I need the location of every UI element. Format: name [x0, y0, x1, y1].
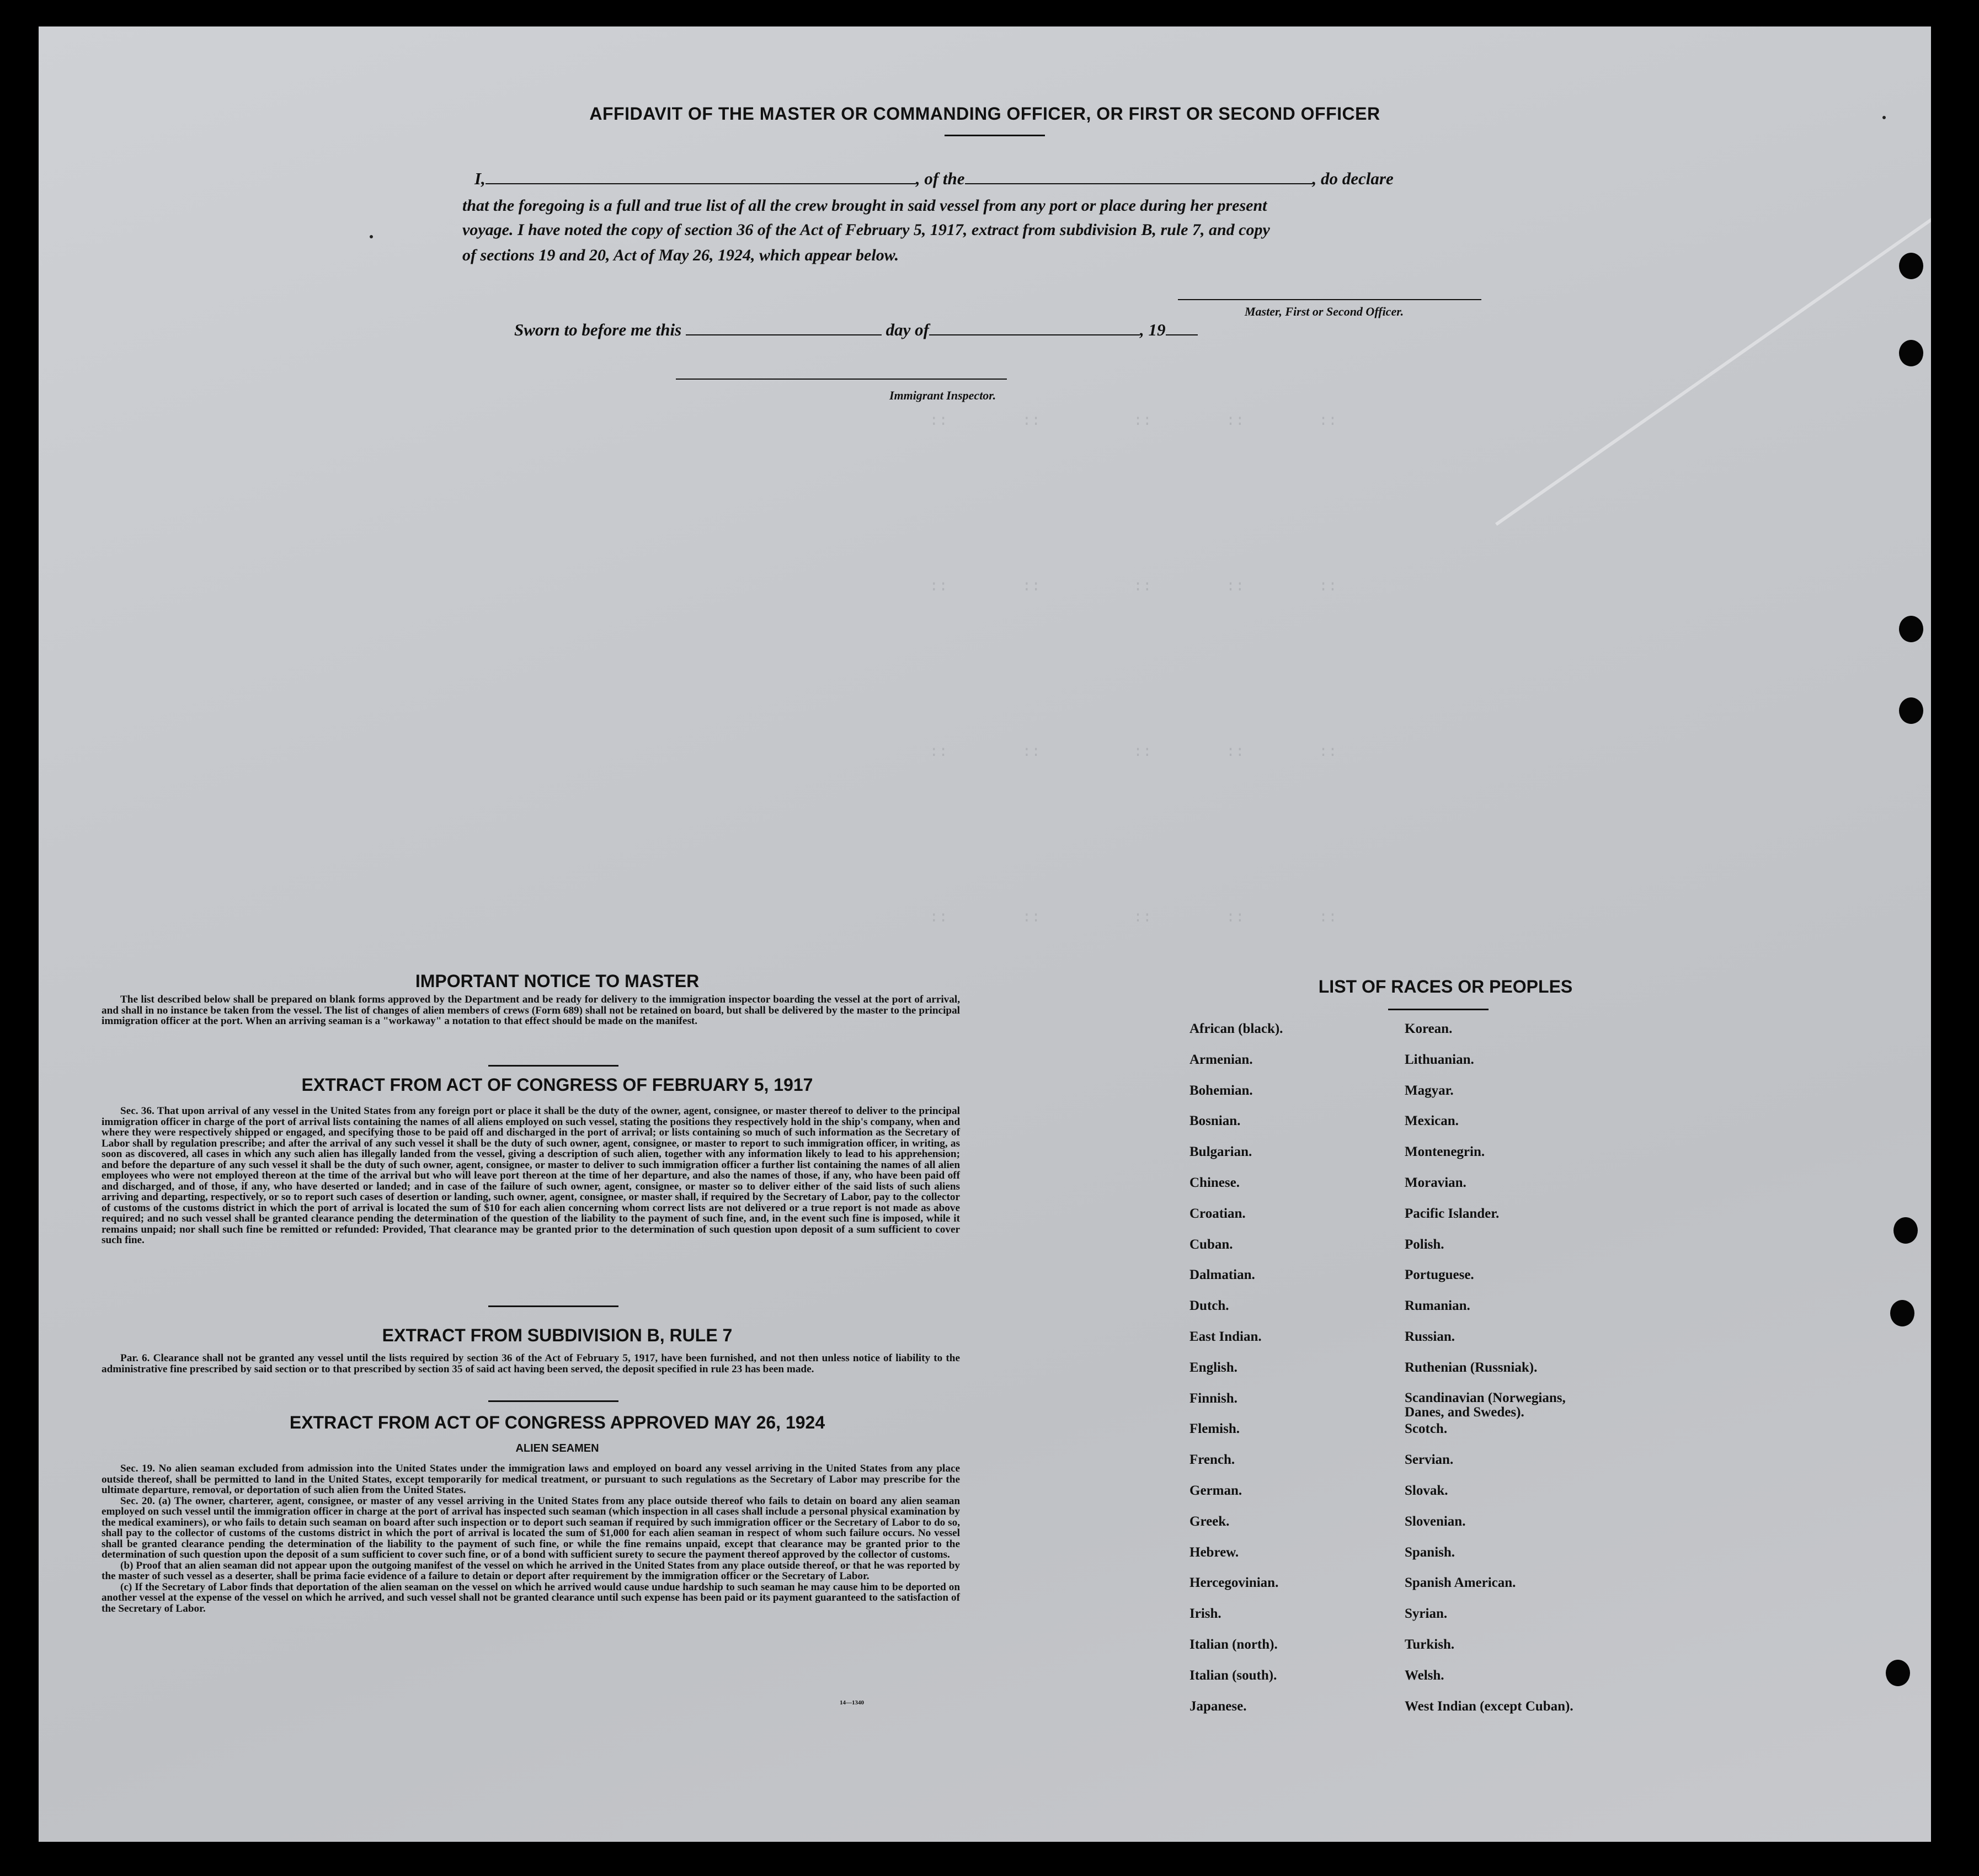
punch-hole [1899, 253, 1923, 279]
affidavit-title: AFFIDAVIT OF THE MASTER OR COMMANDING OFFICER, OR FIRST OR SECOND OFFICER [589, 104, 1380, 124]
rule-7-text [102, 1353, 960, 1374]
section-rule [488, 1400, 618, 1402]
day-of-label: day of [886, 320, 929, 339]
race-item: Korean. [1405, 1021, 1453, 1036]
race-item: Magyar. [1405, 1083, 1454, 1098]
race-item: Hebrew. [1189, 1544, 1239, 1560]
form-number: 14—1340 [840, 1699, 864, 1706]
section-rule [488, 1065, 618, 1067]
affidavit-line-1 [474, 169, 1394, 189]
race-item: Dutch. [1189, 1298, 1229, 1314]
bleed-through-texture: :: :: :: :: :: [855, 578, 1337, 595]
race-item: Servian. [1405, 1452, 1454, 1468]
race-item: Portuguese. [1405, 1267, 1474, 1283]
race-item: Bosnian. [1189, 1113, 1241, 1129]
race-item: Turkish. [1405, 1637, 1455, 1652]
bleed-through-texture: :: :: :: :: :: [855, 413, 1337, 430]
race-item: Polish. [1405, 1237, 1444, 1252]
race-item: African (black). [1189, 1021, 1283, 1036]
form-page [39, 26, 1931, 1842]
race-item: Bohemian. [1189, 1083, 1253, 1098]
punch-hole [1899, 697, 1923, 724]
inspector-caption: Immigrant Inspector. [889, 388, 996, 402]
sworn-label: Sworn to before me this [514, 320, 682, 339]
race-item: Armenian. [1189, 1052, 1253, 1067]
race-item: Cuban. [1189, 1237, 1233, 1252]
punch-hole [1899, 340, 1923, 366]
race-item: Greek. [1189, 1513, 1230, 1529]
year-prefix: , 19 [1140, 320, 1166, 339]
race-item: Irish. [1189, 1606, 1221, 1622]
races-rule [1388, 1009, 1489, 1010]
sworn-day-blank[interactable] [686, 334, 882, 335]
inspector-signature-line[interactable] [676, 379, 1007, 380]
sec-20c-paragraph: (c) If the Secretary of Labor finds that deportation of the alien seaman on the vessel on which he arrived would cause undue hardship to such seaman he may cause him to be deported on another vessel at the expense of the vessel on which he arrived, and such vessel shall not be granted clearance until such expense has been paid or its payment guaranteed to the satisfaction of the Secretary of Labor. [102, 1581, 960, 1614]
race-item: West Indian (except Cuban). [1405, 1698, 1573, 1714]
race-item: Slovenian. [1405, 1513, 1466, 1529]
speck [1882, 116, 1886, 119]
punch-hole [1899, 616, 1923, 642]
punch-hole [1890, 1300, 1914, 1326]
race-item: Japanese. [1189, 1698, 1247, 1714]
vessel-blank[interactable] [965, 183, 1313, 184]
race-item: Scotch. [1405, 1421, 1448, 1437]
race-item: German. [1189, 1483, 1242, 1498]
speck [370, 235, 373, 238]
fold-crease [1495, 80, 1931, 526]
race-item: Syrian. [1405, 1606, 1448, 1622]
affidavit-line-3: voyage. I have noted the copy of section 36 of the Act of February 5, 1917, extract from subdivision B, rule 7, and copy [462, 221, 1270, 239]
rule-7-title: EXTRACT FROM SUBDIVISION B, RULE 7 [382, 1325, 733, 1345]
notice-title: IMPORTANT NOTICE TO MASTER [415, 971, 700, 991]
sec-19-paragraph: Sec. 19. No alien seaman excluded from admission into the United States under the immigration laws and employed on board any vessel arriving in the United States from any place outside thereof, shall be permitted to land in the United States, except temporarily for medical treatment, or pursuant to such regulations as the Secretary of Labor may prescribe for the ultimate departure, removal, or deportation of such alien from the United States. [102, 1463, 960, 1496]
sworn-line [514, 320, 1198, 340]
notice-paragraph: The list described below shall be prepared on blank forms approved by the Department and be ready for delivery to the immigration inspector boarding the vessel at the port of arrival, and shall in no instance be taken from the vessel. The list of changes of alien members of crews (Form 689) shall not be retained on board, but shall be delivered by the master to the principal immigration officer at the port. When an arriving seaman is a "workaway" a notation to that effect should be made on the manifest. [102, 994, 960, 1027]
title-rule [945, 135, 1045, 136]
bleed-through-texture: :: :: :: :: :: [855, 744, 1337, 761]
punch-hole [1886, 1660, 1910, 1686]
do-declare-label: , do declare [1312, 169, 1394, 188]
i-label: I, [474, 169, 486, 188]
sec-20a-paragraph: Sec. 20. (a) The owner, charterer, agent, consignee, or master of any vessel arriving in the United States from any place outside thereof who fails to detain on board any alien seaman employed on such vessel until the immigration officer in charge at the port of arrival has inspected such seaman (which inspection in all cases shall include a personal physical examination by the medical examiners), or who fails to detain such seaman on board after such inspection or to deport such seaman if required by such immigration officer or the Secretary of Labor to do so, shall pay to the collector of customs of the customs district in which the port of arrival is located the sum of $1,000 for each alien seaman in respect of whom such failure occurs. No vessel shall be granted clearance pending the determination of the liability to the payment of such fine, or while the fine remains unpaid, except that clearance may be granted prior to the determination of such question upon the deposit of a sum sufficient to cover such fine, or of a bond with sufficient surety to secure the payment thereof approved by the collector of customs. [102, 1495, 960, 1560]
of-the-label: , of the [915, 169, 965, 188]
affidavit-line-4: of sections 19 and 20, Act of May 26, 1924, which appear below. [462, 246, 899, 264]
race-item: French. [1189, 1452, 1235, 1468]
race-item: Scandinavian (Norwegians, Danes, and Swedes). [1405, 1390, 1566, 1420]
master-signature-line[interactable] [1178, 299, 1481, 300]
races-right-column [1405, 1021, 1603, 1729]
race-item: Bulgarian. [1189, 1144, 1252, 1160]
race-item: Dalmatian. [1189, 1267, 1255, 1283]
race-item: Lithuanian. [1405, 1052, 1474, 1067]
race-item: Chinese. [1189, 1175, 1240, 1190]
alien-seamen-subtitle: ALIEN SEAMEN [515, 1442, 599, 1454]
extract-1917-title: EXTRACT FROM ACT OF CONGRESS OF FEBRUARY 5, 1917 [301, 1075, 813, 1095]
race-item: Russian. [1405, 1329, 1455, 1344]
race-item: Spanish American. [1405, 1575, 1516, 1591]
race-item: Montenegrin. [1405, 1144, 1485, 1160]
par-6-paragraph: Par. 6. Clearance shall not be granted any vessel until the lists required by section 36 of the Act of February 5, 1917, have been furnished, and not then unless notice of liability to the administrative fine prescribed by said section or to that prescribed by section 35 of said act having been served, the deposit specified in rule 23 has been made. [102, 1352, 960, 1375]
race-item: Welsh. [1405, 1667, 1444, 1683]
race-item: English. [1189, 1360, 1237, 1375]
master-caption: Master, First or Second Officer. [1245, 305, 1404, 318]
extract-1917-text [102, 1106, 960, 1246]
race-item: Pacific Islander. [1405, 1206, 1500, 1221]
race-item: East Indian. [1189, 1329, 1262, 1344]
race-item: Italian (south). [1189, 1667, 1277, 1683]
sworn-year-blank[interactable] [1166, 334, 1198, 335]
section-rule [488, 1305, 618, 1307]
sworn-month-blank[interactable] [929, 334, 1140, 335]
bleed-through-texture: :: :: :: :: :: [855, 909, 1337, 926]
extract-1924-text [102, 1463, 960, 1614]
race-item: Croatian. [1189, 1206, 1246, 1221]
race-item: Rumanian. [1405, 1298, 1470, 1314]
notice-text [102, 994, 960, 1027]
race-item: Finnish. [1189, 1390, 1237, 1406]
race-item: Moravian. [1405, 1175, 1466, 1190]
punch-hole [1893, 1217, 1918, 1244]
sec-36-paragraph: Sec. 36. That upon arrival of any vessel in the United States from any foreign port or place it shall be the duty of the owner, agent, consignee, or master thereof to deliver to the principal immigration officer in charge of the port of arrival lists containing the names of all aliens employed on such vessel, stating the positions they respectively hold in the ship's company, when and where they were respectively shipped or engaged, and specifying those to be paid off and discharged in the port of arrival; or lists containing so much of such information as the Secretary of Labor shall by regulation prescribe; and after the arrival of any such vessel it shall be the duty of such owner, agent, consignee, or master to report to such immigration officer, in writing, as soon as discovered, all cases in which any such alien has illegally landed from the vessel, giving a description of such alien, together with any information likely to lead to his apprehension; and before the departure of any such vessel it shall be the duty of such owner, agent, consignee, or master to deliver to such immigration officer a further list containing the names of all alien employees who were not employed thereon at the time of the arrival but who will leave port thereon at the time of her departure, and also the names of those, if any, who have been paid off and discharged, and of those, if any, who have deserted or landed; and in case of the failure of such owner, agent, consignee, or master so to deliver either of the said lists of such aliens arriving and departing, respectively, or so to report such cases of desertion or landing, such owner, agent, consignee, or master shall, if required by the Secretary of Labor, pay to the collector of customs of the customs district in which the port of arrival is located the sum of $10 for each alien concerning whom correct lists are not delivered or a true report is not made as above required; and no such vessel shall be granted clearance pending the determination of the question of the liability to the payment of such fine, and, in the event such fine is imposed, while it remains unpaid; nor shall such fine be remitted or refunded: Provided, That clearance may be granted prior to the determination of such question upon deposit of a sum sufficient to cover such fine. [102, 1105, 960, 1246]
name-blank[interactable] [486, 183, 916, 184]
race-item: Spanish. [1405, 1544, 1455, 1560]
race-item: Slovak. [1405, 1483, 1448, 1498]
affidavit-line-2: that the foregoing is a full and true list of all the crew brought in said vessel from any port or place during her present [462, 196, 1267, 215]
races-title: LIST OF RACES OR PEOPLES [1318, 977, 1573, 996]
race-item: Italian (north). [1189, 1637, 1278, 1652]
races-left-column [1189, 1021, 1283, 1729]
race-item: Flemish. [1189, 1421, 1240, 1437]
sec-20b-paragraph: (b) Proof that an alien seaman did not appear upon the outgoing manifest of the vessel on which he arrived in the United States from any place outside thereof, or that he was reported by the master of such vessel as a deserter, shall be prima facie evidence of a failure to detain or deport after requirement by the immigration officer or the Secretary of Labor. [102, 1559, 960, 1582]
race-item: Ruthenian (Russniak). [1405, 1360, 1538, 1375]
race-item: Hercegovinian. [1189, 1575, 1279, 1591]
extract-1924-title: EXTRACT FROM ACT OF CONGRESS APPROVED MAY 26, 1924 [289, 1413, 825, 1432]
race-item: Mexican. [1405, 1113, 1459, 1129]
